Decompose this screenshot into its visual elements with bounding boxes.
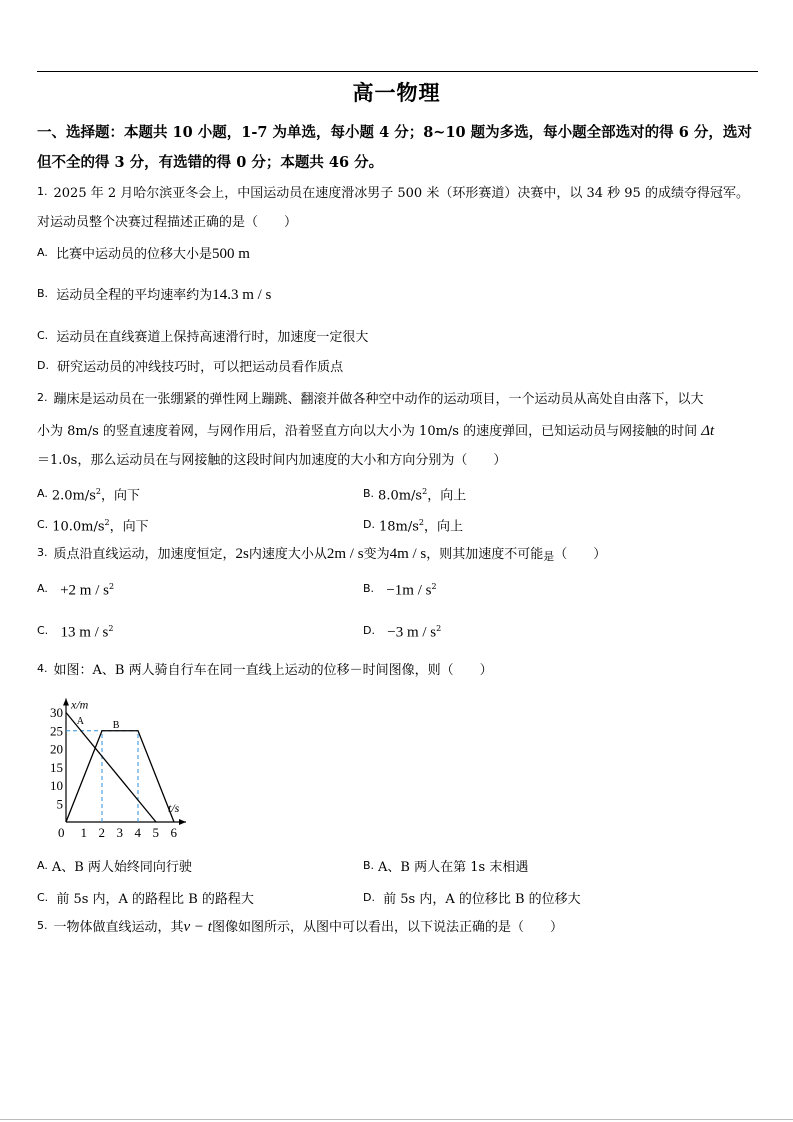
q1-text-1: 2025 年 2 月哈尔滨亚冬会上，中国运动员在速度滑冰男子 500 米（环形赛道）决赛中，以 34 秒 95 的成绩夺得冠军。: [53, 186, 749, 201]
q5-number: 5.: [37, 919, 48, 932]
q2-line1: 2. 蹦床是运动员在一张绷紧的弹性网上蹦跳、翻滚并做各种空中动作的运动项目，一个运动员从高处自由落下，以大: [37, 391, 704, 407]
q1-a-math: 500 m: [211, 246, 250, 262]
xt-graph: [40, 690, 210, 840]
series-B: [66, 731, 174, 822]
x-tick-label: 3: [116, 825, 123, 840]
q2-option-a: A. $2.0m/s^2$，向下: [37, 487, 140, 504]
x-axis-label: t/s: [168, 801, 180, 815]
q3-option-b: B. $-1m / s^2$: [363, 582, 437, 599]
q2-option-d: D. $18m/s^2$，向上: [363, 518, 463, 535]
q4-line1: 4. 如图：A、B 两人骑自行车在同一直线上运动的位移－时间图像，则（ ）: [37, 662, 493, 678]
q4-option-d: D. 前 5s 内，A 的位移比 B 的位移大: [363, 891, 581, 907]
q3-number: 3.: [37, 546, 48, 559]
series-label: A: [76, 715, 85, 727]
x-axis-arrow: [179, 819, 186, 825]
y-tick-label: 15: [50, 759, 63, 775]
q2-delta-t: Δt: [701, 423, 715, 439]
series-label: B: [112, 719, 120, 731]
y-axis-arrow: [63, 699, 69, 706]
footer-rule: [0, 1119, 793, 1120]
q4-number: 4.: [37, 662, 48, 675]
q1-line1: [37, 183, 749, 203]
x-tick-label: 6: [170, 825, 177, 840]
q3-option-a: A. +2 m / $s^2$: [37, 582, 115, 599]
y-tick-label: 5: [56, 796, 63, 812]
q2-option-c: C. $10.0m/s^2$，向下: [37, 518, 149, 535]
series-A: [66, 713, 156, 823]
x-tick-label: 0: [58, 825, 65, 840]
q1-option-b: B. 运动员全程的平均速率约为14.3 m / s: [37, 287, 272, 303]
q5-math: v − t: [183, 919, 212, 935]
q4-option-c: C. 前 5s 内，A 的路程比 B 的路程大: [37, 891, 254, 907]
q2-line2: 小为 8m/s 的竖直速度着网，与网作用后，沿着竖直方向以大小为 10m/s 的速度弹回，已知运动员与网接触的时间 Δt: [37, 423, 715, 439]
q1-option-c: C. 运动员在直线赛道上保持高速滑行时，加速度一定很大: [37, 329, 369, 345]
y-axis-label: x/m: [71, 697, 89, 712]
q1-option-a: A. 比赛中运动员的位移大小是500 m: [37, 246, 250, 262]
section-heading: 一、选择题：本题共 10 小题，1-7 为单选，每小题 4 分；8~10 题为多选，每小题全部选对的得 6 分，选对但不全的得 3 分，有选错的得 0 分；本题共 46 分。: [37, 124, 752, 171]
q1-number: 1.: [37, 185, 48, 198]
q4-option-b: B. A、B 两人在第 1s 末相遇: [363, 859, 529, 875]
q3-option-c: C. 13 m / $s^2$: [37, 624, 114, 641]
y-tick-label: 25: [50, 723, 63, 739]
q1-b-math: 14.3 m / s: [212, 287, 272, 303]
q4-option-a: A. A、B 两人始终同向行驶: [37, 859, 192, 875]
y-tick-label: 10: [50, 778, 63, 793]
q1-option-d: D. 研究运动员的冲线技巧时，可以把运动员看作质点: [37, 359, 344, 375]
q2-number: 2.: [37, 391, 48, 404]
x-tick-label: 1: [80, 825, 87, 840]
x-tick-label: 4: [134, 825, 141, 840]
q3-line1: 3. 质点沿直线运动，加速度恒定，2s内速度大小从2m / s变为4m / s，则其加速度不可能是（ ）: [37, 546, 607, 563]
q2-option-b: B. $8.0m/s^2$，向上: [363, 487, 467, 504]
x-tick-label: 2: [98, 825, 105, 840]
y-tick-label: 30: [50, 705, 63, 720]
q2-line3: ＝1.0s，那么运动员在与网接触的这段时间内加速度的大小和方向分别为（ ）: [37, 453, 507, 468]
y-tick-label: 20: [50, 741, 63, 757]
x-tick-label: 5: [152, 825, 159, 840]
header-rule: [37, 71, 758, 72]
q5-line1: 5. 一物体做直线运动，其v − t图像如图所示，从图中可以看出，以下说法正确的是（ ）: [37, 919, 563, 935]
q1-text-2: 对运动员整个决赛过程描述正确的是（ ）: [37, 215, 298, 230]
q3-emphasis: 是: [543, 550, 555, 563]
page-title: 高一物理: [352, 80, 441, 105]
q3-option-d: D. −3 m / $s^2$: [363, 624, 442, 641]
